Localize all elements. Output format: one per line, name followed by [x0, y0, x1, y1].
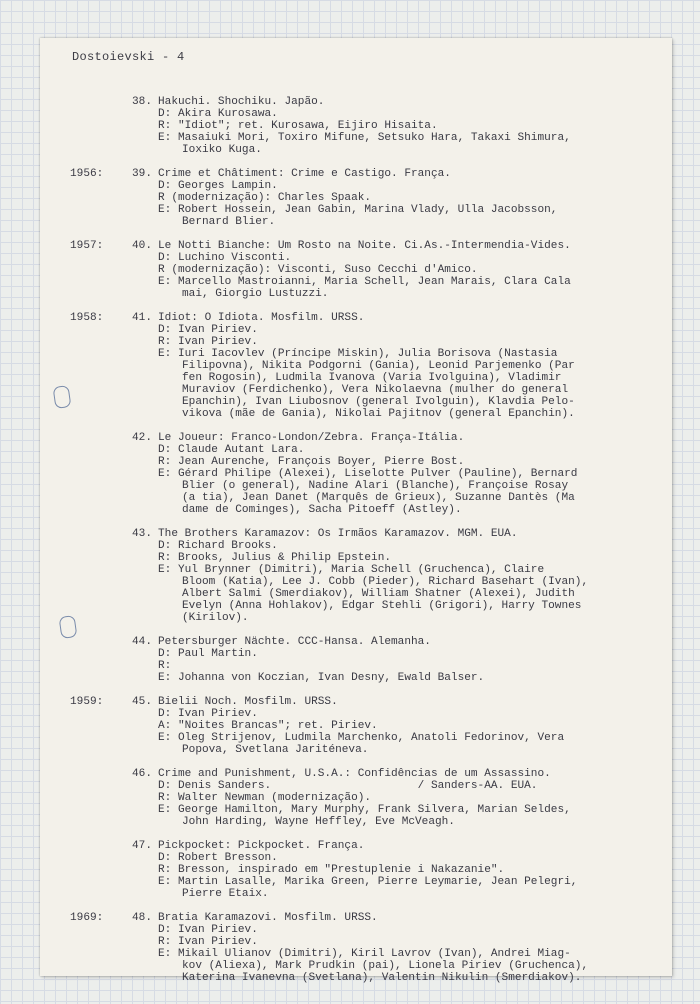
- credit-line: Muraviov (Ferdichenko), Vera Nikolaevna (mulher do general: [182, 384, 569, 396]
- film-title-line: The Brothers Karamazov: Os Irmãos Karamazov. MGM. EUA.: [158, 528, 518, 540]
- credit-line: E: George Hamilton, Mary Murphy, Frank Silvera, Marian Seldes,: [158, 804, 571, 816]
- credit-line: E: Iuri Iacovlev (Príncipe Miskin), Julia Borisova (Nastasia: [158, 348, 558, 360]
- credit-line: (Kirilov).: [182, 612, 249, 624]
- film-entry: [70, 312, 670, 420]
- credit-line: E: Yul Brynner (Dimitri), Maria Schell (Gruchenca), Claire: [158, 564, 545, 576]
- film-title-line: Crime and Punishment, U.S.A.: Confidências de um Assassino.: [158, 768, 551, 780]
- credit-line: Albert Salmi (Smerdiakov), William Shatner (Alexei), Judith: [182, 588, 575, 600]
- film-title-line: Pickpocket: Pickpocket. França.: [158, 840, 365, 852]
- film-title-line: Idiot: O Idiota. Mosfilm. URSS.: [158, 312, 365, 324]
- punch-hole-upper: [53, 385, 72, 409]
- credit-line: D: Robert Bresson.: [158, 852, 278, 864]
- entry-number: 38.: [132, 96, 152, 108]
- film-title-line: Petersburger Nächte. CCC-Hansa. Alemanha.: [158, 636, 431, 648]
- credit-line: D: Ivan Piriev.: [158, 708, 258, 720]
- credit-line: R: Walter Newman (modernização).: [158, 792, 372, 804]
- credit-line: E: Mikail Ulianov (Dimitri), Kiril Lavrov (Ivan), Andrei Miag-: [158, 948, 571, 960]
- entry-number: 44.: [132, 636, 152, 648]
- credit-line: D: Richard Brooks.: [158, 540, 278, 552]
- entry-number: 40.: [132, 240, 152, 252]
- film-entry: [70, 96, 670, 156]
- credit-line: R: Ivan Piriev.: [158, 336, 258, 348]
- film-entry: [70, 768, 670, 828]
- credit-line: R: Brooks, Julius & Philip Epstein.: [158, 552, 392, 564]
- page-header: Dostoievski - 4: [72, 50, 185, 64]
- credit-line: Popova, Svetlana Jariténeva.: [182, 744, 369, 756]
- film-title-line: Crime et Châtiment: Crime e Castigo. França.: [158, 168, 451, 180]
- credit-line: R: Ivan Piriev.: [158, 936, 258, 948]
- credit-line: E: Oleg Strijenov, Ludmila Marchenko, Anatoli Fedorinov, Vera: [158, 732, 565, 744]
- credit-line: (a tia), Jean Danet (Marquês de Grieux), Suzanne Dantès (Ma: [182, 492, 575, 504]
- film-title-line: Le Joueur: Franco-London/Zebra. França-Itália.: [158, 432, 465, 444]
- film-entry: [70, 528, 670, 624]
- credit-line: R: Bresson, inspirado em "Prestuplenie i Nakazanie".: [158, 864, 505, 876]
- credit-line: E: Martin Lasalle, Marika Green, Pierre Leymarie, Jean Pelegri,: [158, 876, 578, 888]
- credit-line: Epanchin), Ivan Liubosnov (general Ivolguin), Klavdia Pelo-: [182, 396, 575, 408]
- credit-line: D: Ivan Piriev.: [158, 924, 258, 936]
- credit-line: E: Masaiuki Mori, Toxiro Mifune, Setsuko Hara, Takaxi Shimura,: [158, 132, 571, 144]
- entry-year: 1958:: [70, 312, 104, 324]
- entry-number: 41.: [132, 312, 152, 324]
- credit-line: John Harding, Wayne Heffley, Eve McVeagh.: [182, 816, 455, 828]
- filmography-list: [70, 96, 670, 996]
- credit-line: E: Marcello Mastroianni, Maria Schell, Jean Marais, Clara Cala: [158, 276, 571, 288]
- film-entry: [70, 240, 670, 300]
- credit-line: Evelyn (Anna Hohlakov), Edgar Stehli (Grigori), Harry Townes: [182, 600, 582, 612]
- film-entry: [70, 912, 670, 984]
- entry-number: 48.: [132, 912, 152, 924]
- credit-line: A: "Noites Brancas"; ret. Piriev.: [158, 720, 378, 732]
- credit-line: D: Denis Sanders. / Sanders-AA. EUA.: [158, 780, 538, 792]
- entry-number: 45.: [132, 696, 152, 708]
- film-title-line: Le Notti Bianche: Um Rosto na Noite. Ci.As.-Intermendia-Vides.: [158, 240, 571, 252]
- credit-line: D: Akira Kurosawa.: [158, 108, 278, 120]
- credit-line: Blier (o general), Nadine Alari (Blanche), Françoise Rosay: [182, 480, 569, 492]
- film-entry: [70, 840, 670, 900]
- credit-line: mai, Giorgio Lustuzzi.: [182, 288, 329, 300]
- credit-line: D: Georges Lampin.: [158, 180, 278, 192]
- credit-line: R: "Idiot"; ret. Kurosawa, Eijiro Hisaita.: [158, 120, 438, 132]
- credit-line: fen Rogosin), Ludmila Ivanova (Varia Ivolguina), Vladimir: [182, 372, 562, 384]
- credit-line: E: Johanna von Koczian, Ivan Desny, Ewald Balser.: [158, 672, 485, 684]
- credit-line: Katerina Ivanevna (Svetlana), Valentin Nikulin (Smerdiakov).: [182, 972, 582, 984]
- credit-line: Bloom (Katia), Lee J. Cobb (Pieder), Richard Basehart (Ivan),: [182, 576, 589, 588]
- credit-line: R (modernização): Visconti, Suso Cecchi d'Amico.: [158, 264, 478, 276]
- entry-number: 39.: [132, 168, 152, 180]
- entry-year: 1969:: [70, 912, 104, 924]
- credit-line: R: Jean Aurenche, François Boyer, Pierre Bost.: [158, 456, 465, 468]
- entry-year: 1956:: [70, 168, 104, 180]
- film-title-line: Hakuchi. Shochiku. Japão.: [158, 96, 325, 108]
- credit-line: Ioxiko Kuga.: [182, 144, 262, 156]
- entry-number: 43.: [132, 528, 152, 540]
- film-entry: [70, 432, 670, 516]
- entry-year: 1959:: [70, 696, 104, 708]
- entry-number: 46.: [132, 768, 152, 780]
- credit-line: Pierre Etaix.: [182, 888, 269, 900]
- film-entry: [70, 168, 670, 228]
- credit-line: dame de Cominges), Sacha Pitoeff (Astley).: [182, 504, 462, 516]
- entry-number: 47.: [132, 840, 152, 852]
- film-title-line: Bratia Karamazovi. Mosfilm. URSS.: [158, 912, 378, 924]
- film-title-line: Bielii Noch. Mosfilm. URSS.: [158, 696, 338, 708]
- credit-line: vikova (mãe de Gania), Nikolai Pajitnov (general Epanchin).: [182, 408, 575, 420]
- film-entry: [70, 696, 670, 756]
- credit-line: D: Paul Martin.: [158, 648, 258, 660]
- credit-line: E: Gérard Philipe (Alexei), Liselotte Pulver (Pauline), Bernard: [158, 468, 578, 480]
- credit-line: Bernard Blier.: [182, 216, 276, 228]
- entry-number: 42.: [132, 432, 152, 444]
- film-entry: [70, 636, 670, 684]
- credit-line: D: Luchino Visconti.: [158, 252, 292, 264]
- credit-line: E: Robert Hossein, Jean Gabin, Marina Vlady, Ulla Jacobsson,: [158, 204, 558, 216]
- credit-line: D: Ivan Piriev.: [158, 324, 258, 336]
- credit-line: R:: [158, 660, 172, 672]
- entry-year: 1957:: [70, 240, 104, 252]
- credit-line: kov (Aliexa), Mark Prudkin (pai), Lionela Piriev (Gruchenca),: [182, 960, 589, 972]
- credit-line: Filipovna), Nikita Podgorni (Gania), Leonid Parjemenko (Par: [182, 360, 575, 372]
- credit-line: D: Claude Autant Lara.: [158, 444, 305, 456]
- credit-line: R (modernização): Charles Spaak.: [158, 192, 372, 204]
